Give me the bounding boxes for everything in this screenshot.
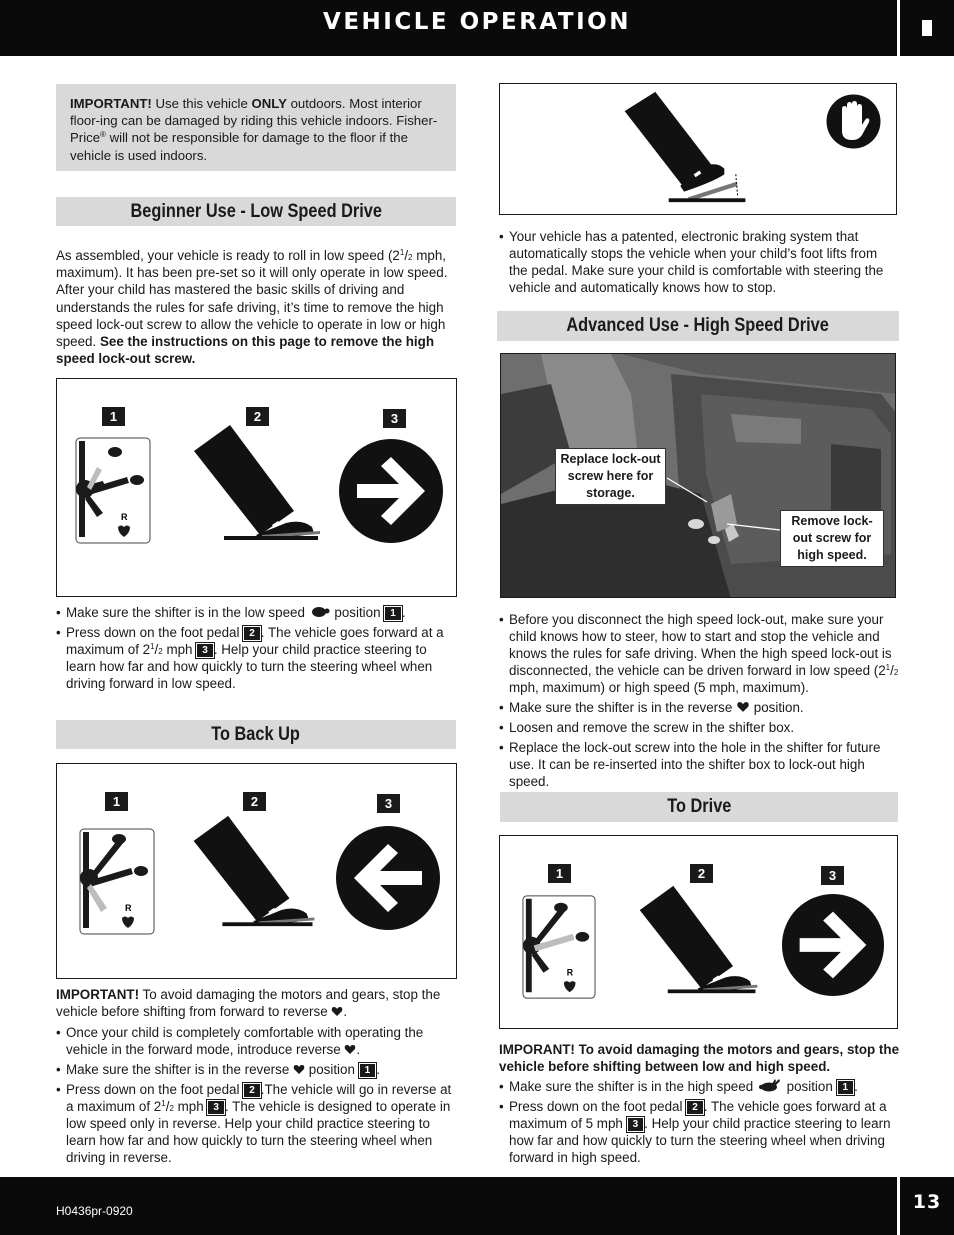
step-badge-2: 2	[243, 792, 266, 811]
forward-arrow-icon	[780, 892, 886, 998]
callout-remove-screw: Remove lock-out screw for high speed.	[780, 510, 884, 567]
reverse-heart-icon	[331, 1006, 343, 1017]
heading-to-drive: To Drive	[500, 792, 898, 822]
foot-pedal-icon	[190, 423, 325, 543]
step-badge-3: 3	[377, 794, 400, 813]
figure-high-speed	[499, 835, 898, 1029]
foot-pedal-icon	[187, 814, 322, 929]
step-badge-1: 1	[105, 792, 128, 811]
reverse-letter: R	[125, 903, 132, 913]
heading-beginner: Beginner Use - Low Speed Drive	[56, 197, 456, 226]
figure-low-speed	[56, 378, 457, 597]
shifter-high-icon	[522, 894, 596, 1000]
list-item: • Make sure the shifter is in the high speed position 1 .	[499, 1078, 899, 1095]
list-item: • Press down on the foot pedal 2 .The vehicle will go in reverse at a maximum of $2^1/2$ mph 3 . The vehicle is designed to operate in low speed only in reverse. Help your child practice steering to learn how far and how quickly to turn the steering wheel when driving in reverse.	[56, 1081, 456, 1166]
step-badge-3: 3	[821, 866, 844, 885]
list-item: • Make sure the shifter is in the reverse position.	[499, 699, 899, 716]
list-item: • Before you disconnect the high speed lock-out, make sure your child knows how to steer, how to start and stop the vehicle and knows the rules for safe driving. When the high speed lock-out is disconnected, the vehicle can be driven forward in low speed ($2^1/2$ mph, maximum) or high speed (5 mph, maximum).	[499, 611, 899, 696]
list-item: • Once your child is completely comfortable with operating the vehicle in the forward mode, introduce reverse .	[56, 1024, 456, 1058]
figure-braking	[499, 83, 897, 215]
stop-hand-icon	[825, 93, 882, 150]
figure-reverse	[56, 763, 457, 979]
reverse-heart-icon	[344, 1044, 356, 1055]
important-notice: IMPORTANT! Use this vehicle ONLY outdoors. Most interior floor-ing can be damaged by riding this vehicle indoors. Fisher-Price® will not be responsible for damage to the floor if the vehicle is used indoors.	[56, 84, 456, 171]
step-badge-1: 1	[102, 407, 125, 426]
beginner-steps	[56, 604, 456, 695]
rabbit-icon	[757, 1079, 783, 1092]
step-badge-2: 2	[690, 864, 713, 883]
back-up-important: IMPORTANT! To avoid damaging the motors and gears, stop the vehicle before shifting from forward to reverse .	[56, 987, 441, 1019]
step-badge-3: 3	[383, 409, 406, 428]
shifter-reverse-icon	[79, 828, 155, 935]
footer-bar	[0, 1177, 897, 1235]
backward-arrow-icon	[334, 824, 442, 932]
foot-pedal-icon	[634, 884, 764, 996]
step-badge-2: 2	[246, 407, 269, 426]
braking-info	[499, 228, 897, 299]
to-drive-steps	[499, 1078, 899, 1169]
advanced-steps	[499, 611, 899, 793]
list-item: • Replace the lock-out screw into the hole in the shifter for future use. It can be re-inserted into the shifter box to lock-out high speed.	[499, 739, 899, 790]
step-badge-1: 1	[548, 864, 571, 883]
shifter-low-icon	[75, 437, 151, 544]
list-item: • Make sure the shifter is in the reverse position 1 .	[56, 1061, 456, 1078]
page-number: 13	[900, 1177, 954, 1235]
heading-advanced: Advanced Use - High Speed Drive	[497, 311, 899, 341]
page-title: VEHICLE OPERATION	[323, 9, 631, 35]
reverse-heart-icon	[293, 1064, 305, 1075]
reverse-letter: R	[566, 967, 574, 978]
list-item: • Your vehicle has a patented, electronic braking system that automatically stops the vehicle when your child’s foot lifts from the pedal. Make sure your child is comfortable with steering the vehicle and automatically knows how to stop.	[499, 228, 897, 296]
reverse-heart-icon	[736, 701, 750, 713]
list-item: • Make sure the shifter is in the low speed position 1 .	[56, 604, 456, 621]
reverse-letter: R	[121, 512, 128, 522]
to-drive-important: IMPORANT! To avoid damaging the motors and gears, stop the vehicle before shifting between low and high speed.	[499, 1042, 900, 1074]
list-item: • Press down on the foot pedal 2 . The vehicle goes forward at a maximum of 5 mph 3 . Help your child practice steering to learn how far and how quickly to turn the steering wheel when driving forward in high speed.	[499, 1098, 899, 1166]
callout-replace-screw: Replace lock-out screw here for storage.	[555, 448, 666, 505]
foot-lift-icon	[618, 90, 753, 205]
list-item: • Loosen and remove the screw in the shifter box.	[499, 719, 899, 736]
document-code: H0436pr-0920	[56, 1204, 133, 1218]
beginner-paragraph: As assembled, your vehicle is ready to roll in low speed ($2^1/2$ mph, maximum). It has been pre-set so it will only operate in low speed. After your child has mastered the basic skills of driving and understands the rules for safe driving, it’s time to remove the high speed lock-out screw to allow the vehicle to operate in low or high speed. See the instructions on this page to remove the high speed lock-out screw.	[56, 248, 448, 367]
list-item: • Press down on the foot pedal 2 . The vehicle goes forward at a maximum of $2^1/2$ mph 3 . Help your child practice steering to learn how far and how quickly to turn the steering wheel when driving forward in low speed.	[56, 624, 456, 692]
forward-arrow-icon	[337, 437, 445, 545]
heading-back-up: To Back Up	[56, 720, 456, 749]
back-up-steps	[56, 1024, 456, 1169]
turtle-icon	[309, 606, 331, 618]
